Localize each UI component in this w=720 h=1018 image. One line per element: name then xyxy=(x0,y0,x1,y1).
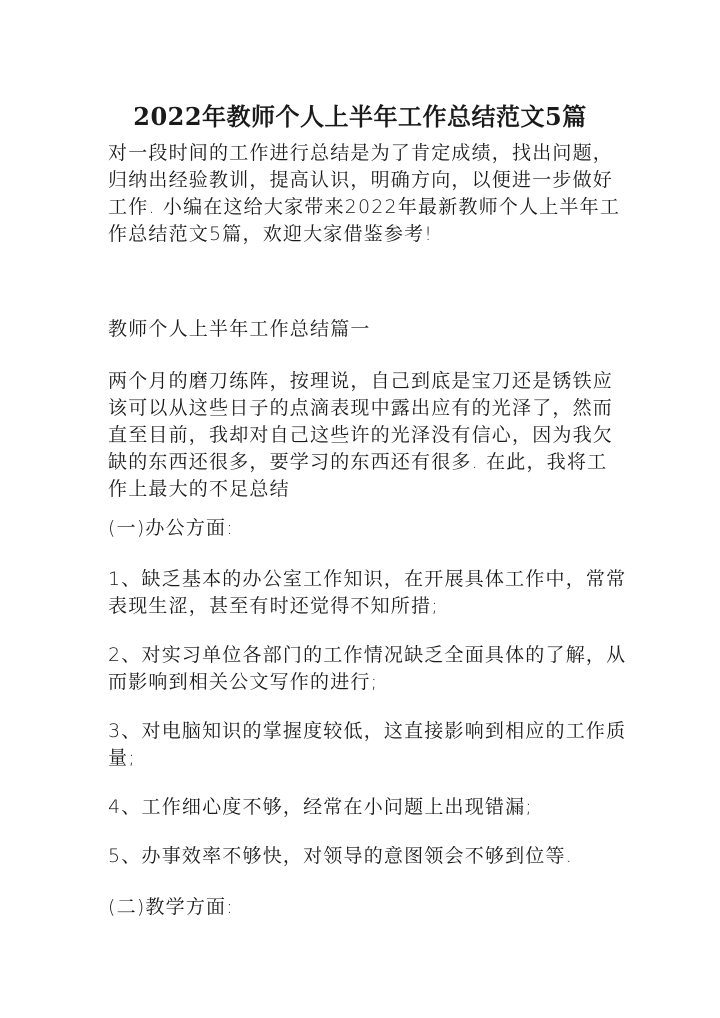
list-item-1 xyxy=(108,566,627,620)
intro-line: 对一段时间的工作进行总结是为了肯定成绩，找出问题， xyxy=(108,142,614,164)
intro-line: 作总结范文5篇，欢迎大家借鉴参考! xyxy=(108,223,434,245)
list-item-line: 量; xyxy=(108,747,136,769)
list-item-line: 5、办事效率不够快，对领导的意图领会不够到位等. xyxy=(108,845,573,867)
list-item-line: 而影响到相关公文写作的进行; xyxy=(108,671,379,693)
list-item-5 xyxy=(108,843,618,870)
list-item-4 xyxy=(108,794,618,821)
body-line: 作上最大的不足总结 xyxy=(108,478,290,500)
list-item-line: 4、工作细心度不够，经常在小问题上出现错漏; xyxy=(108,796,533,818)
teaching-heading-text: (二)教学方面: xyxy=(108,896,234,918)
intro-line: 工作. 小编在这给大家带来2022年最新教师个人上半年工 xyxy=(108,196,621,218)
teaching-heading xyxy=(108,894,618,921)
list-item-3 xyxy=(108,718,627,772)
intro-line: 归纳出经验教训，提高认识，明确方向，以便进一步做好 xyxy=(108,169,614,191)
body-line: 缺的东西还很多，要学习的东西还有很多. 在此，我将工 xyxy=(108,451,608,473)
list-item-line: 表现生涩，甚至有时还觉得不知所措; xyxy=(108,595,439,617)
body-line: 两个月的磨刀练阵，按理说，自己到底是宝刀还是锈铁应 xyxy=(108,370,614,392)
list-item-2 xyxy=(108,642,627,696)
document-title: 2022年教师个人上半年工作总结范文5篇 xyxy=(133,102,587,131)
office-heading xyxy=(108,515,618,542)
body-line: 直至目前，我却对自己这些许的光泽没有信心，因为我欠 xyxy=(108,424,614,446)
section-heading xyxy=(108,316,618,343)
list-item-line: 1、缺乏基本的办公室工作知识，在开展具体工作中，常常 xyxy=(108,568,627,590)
list-item-line: 2、对实习单位各部门的工作情况缺乏全面具体的了解，从 xyxy=(108,644,627,666)
intro-paragraph xyxy=(108,140,621,248)
body-line: 该可以从这些日子的点滴表现中露出应有的光泽了，然而 xyxy=(108,397,614,419)
list-item-line: 3、对电脑知识的掌握度较低，这直接影响到相应的工作质 xyxy=(108,720,627,742)
section-heading-text: 教师个人上半年工作总结篇一 xyxy=(108,318,371,340)
office-heading-text: (一)办公方面: xyxy=(108,517,234,539)
body-paragraph xyxy=(108,368,618,503)
